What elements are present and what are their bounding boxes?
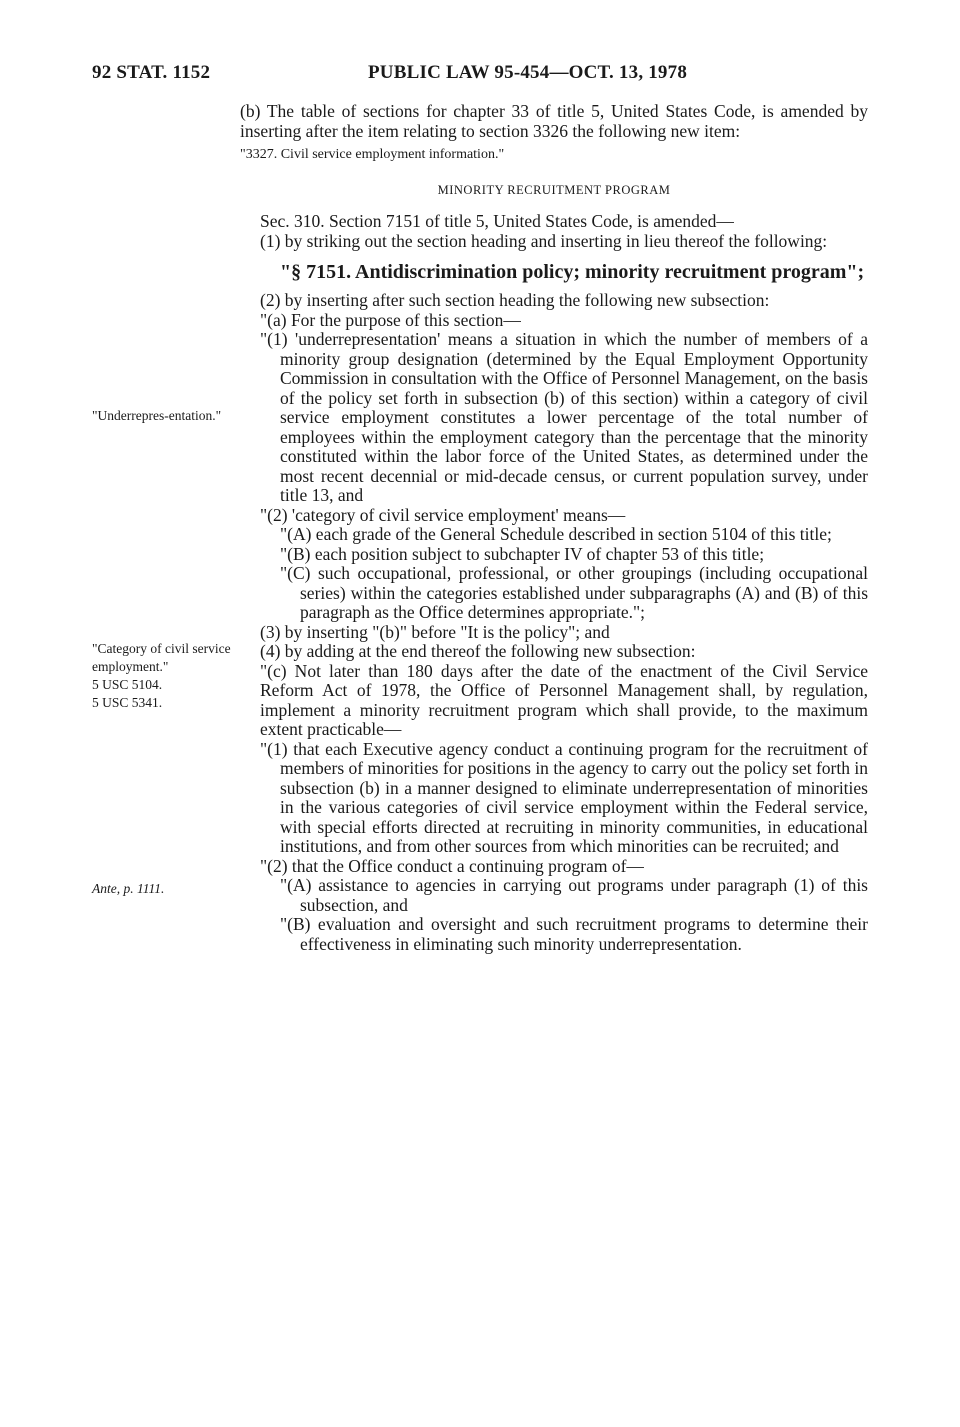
margin-note-ante: Ante, p. 1111. bbox=[92, 881, 165, 896]
subsection-a-intro: "(a) For the purpose of this section— bbox=[260, 309, 521, 330]
margin-note-category bbox=[92, 640, 232, 712]
subsection-a2A: "(A) each grade of the General Schedule described in section 5104 of this title; bbox=[280, 524, 832, 544]
section-heading-minority-recruitment: MINORITY RECRUITMENT PROGRAM bbox=[437, 182, 671, 197]
margin-note-category-text: "Category of civil service employment." bbox=[92, 641, 231, 674]
margin-note-usc-5104: 5 USC 5104. bbox=[92, 677, 163, 692]
para-b: (b) The table of sections for chapter 33 of title 5, United States Code, is amended by inserting after the item relating to section 3326 the following new item: bbox=[240, 101, 868, 141]
subsection-c: "(c) Not later than 180 days after the date of the enactment of the Civil Service Reform Act of 1978, the Office of Personnel Management shall, by regulation, implement a minority recruitment program which shall provide, to the maximum extent practicable— bbox=[260, 660, 868, 739]
heading-7151: "§ 7151. Antidiscrimination policy; minority recruitment program"; bbox=[280, 261, 865, 283]
item-2: (2) by inserting after such section heading the following new subsection: bbox=[260, 290, 770, 310]
subsection-c2B: "(B) evaluation and oversight and such recruitment programs to determine their effectiveness in eliminating such minority underrepresentation. bbox=[280, 914, 868, 954]
sec-310: Sec. 310. Section 7151 of title 5, United States Code, is amended— bbox=[260, 211, 734, 231]
body-text bbox=[240, 102, 868, 954]
running-head: PUBLIC LAW 95-454—OCT. 13, 1978 bbox=[368, 62, 688, 83]
margin-note-usc-5341: 5 USC 5341. bbox=[92, 695, 163, 710]
margin-note-underrepresentation: "Underrepres-entation." bbox=[92, 408, 222, 423]
subsection-a2C: "(C) such occupational, professional, or other groupings (including occupational series) within the categories established under subparagraphs (A) and (B) of this paragraph as the Office determines appropriate."; bbox=[280, 563, 868, 622]
subsection-c2: "(2) that the Office conduct a continuing program of— bbox=[260, 855, 644, 876]
subsection-a2B: "(B) each position subject to subchapter IV of chapter 53 of this title; bbox=[280, 543, 765, 564]
subsection-a2: "(2) 'category of civil service employment' means— bbox=[260, 504, 626, 525]
item-1: (1) by striking out the section heading and inserting in lieu thereof the following: bbox=[260, 230, 828, 251]
subsection-c1: "(1) that each Executive agency conduct a continuing program for the recruitment of members of minorities for positions in the agency to carry out the policy set forth in subsection (b) in a manner designed to eliminate underrepresentation of minorities in the various categories of civil service employment within the Federal service, with special efforts directed at recruiting in minority communities, in educational institutions, and from other sources from which minorities can be recruited; and bbox=[260, 738, 868, 856]
item-3: (3) by inserting "(b)" before "It is the policy"; and bbox=[260, 621, 610, 642]
item-3327: "3327. Civil service employment information." bbox=[240, 147, 505, 162]
subsection-a1: "(1) 'underrepresentation' means a situation in which the number of members of a minority group designation (determined by the Equal Employment Opportunity Commission in consultation with the Office of Personnel Management, on the basis of the policy set forth in subsection (b) of this section) within a category of civil service employment constitutes a lower percentage of the total number of employees within the employment category than the percentage that the minority constituted within the labor force of the United States, as determined under the most recent decennial or mid-decade census, or current population survey, under title 13, and bbox=[260, 329, 868, 505]
subsection-c2A: "(A) assistance to agencies in carrying out programs under paragraph (1) of this subsection, and bbox=[280, 875, 868, 915]
item-4: (4) by adding at the end thereof the following new subsection: bbox=[260, 641, 696, 661]
page-number: 92 STAT. 1152 bbox=[92, 62, 211, 83]
